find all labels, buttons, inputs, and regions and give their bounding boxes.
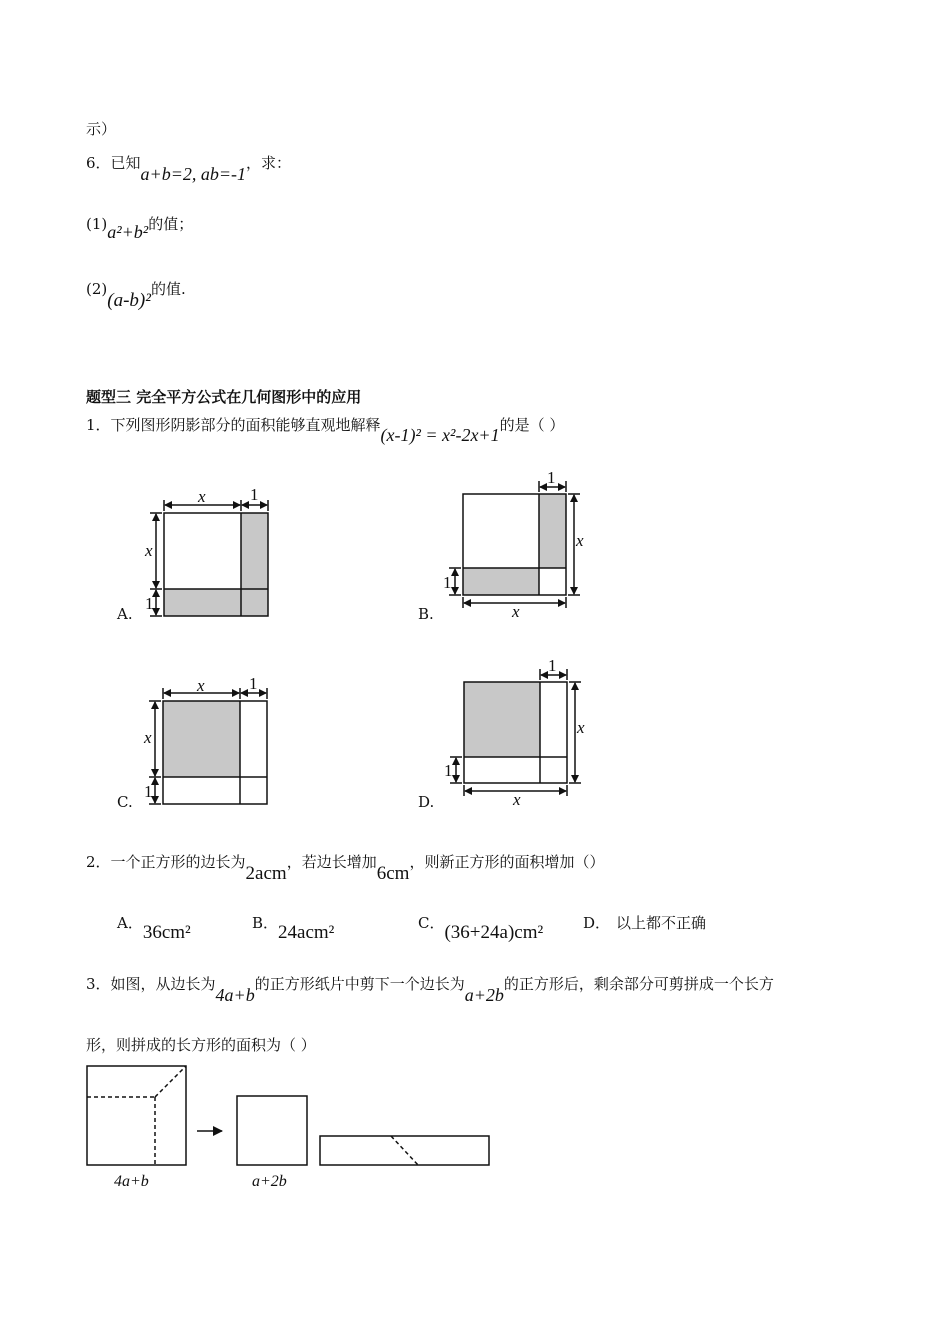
s2-option-b-label: B．	[252, 914, 279, 932]
small-square	[237, 1096, 307, 1165]
s3-side2: a+2b	[464, 985, 504, 1005]
small-square-label: a+2b	[252, 1173, 287, 1190]
fig-c-label-1-left: 1	[144, 782, 153, 801]
s3-stem	[86, 973, 774, 1005]
s1-stem-b: 的是（ ）	[499, 416, 565, 434]
q6-stem-b: ，求：	[245, 154, 291, 172]
figure-b	[449, 481, 580, 608]
q6-p2-suffix: 的值.	[150, 280, 186, 298]
q6-stem-a: 6．已知	[86, 154, 141, 172]
s2-option-d-label: D．	[583, 914, 611, 932]
s2-option-d	[583, 912, 706, 933]
fig-b-label-x-bottom: x	[512, 602, 520, 621]
figure-c	[149, 688, 267, 804]
fig-c-label-x-left: x	[144, 728, 152, 747]
rectangle-cut-line	[391, 1136, 418, 1165]
s3-side1: 4a+b	[215, 985, 255, 1005]
s2-option-c	[418, 912, 544, 943]
q6-p2-num: (2)	[86, 280, 108, 298]
s2-option-b	[252, 912, 335, 943]
q6-p1-expr: a²+b²	[107, 222, 149, 242]
s1-stem-a: 1．下列图形阴影部分的面积能够直观地解释	[86, 416, 381, 434]
s2-option-d-value: 以上都不正确	[616, 914, 707, 932]
option-c-label: C.	[117, 793, 133, 811]
fig-b-label-1-top: 1	[547, 468, 556, 487]
fig-d-label-1-top: 1	[548, 656, 557, 675]
s2-inc: 6cm	[376, 863, 410, 884]
s1-formula: (x-1)² = x²-2x+1	[380, 425, 500, 445]
s2-option-a	[117, 912, 191, 943]
s3-figure	[0, 1050, 520, 1200]
q6-p2-expr: (a-b)²	[107, 290, 151, 311]
s2-option-a-value: 36cm²	[142, 922, 191, 943]
s2-stem-a: 2．一个正方形的边长为	[86, 853, 246, 871]
fig-a-label-1-left: 1	[145, 594, 154, 613]
s3-stem-line2: 形，则拼成的长方形的面积为（ ）	[86, 1036, 316, 1054]
result-rectangle	[320, 1136, 489, 1165]
fig-c-label-x-top: x	[197, 676, 205, 695]
s2-stem	[86, 851, 605, 884]
s3-stem-b: 的正方形纸片中剪下一个边长为	[254, 975, 465, 993]
s2-stem-b: ，若边长增加	[286, 853, 377, 871]
fig-d-label-x-bottom: x	[513, 790, 521, 809]
s3-stem-a: 3．如图，从边长为	[86, 975, 216, 993]
s2-option-b-value: 24acm²	[278, 922, 335, 943]
fig-d-label-1-left: 1	[444, 761, 453, 780]
fig-a-label-1-top: 1	[250, 485, 259, 504]
fig-c-label-1-top: 1	[249, 674, 258, 693]
q6-p1-num: (1)	[86, 215, 108, 233]
option-a-label: A.	[117, 605, 133, 623]
fig-b-label-x-right: x	[576, 531, 584, 550]
s2-option-c-value: (36+24a)cm²	[444, 922, 544, 943]
fig-a-label-x-left: x	[145, 541, 153, 560]
fig-a-label-x-top: x	[198, 487, 206, 506]
s2-stem-c: ，则新正方形的面积增加（）	[409, 853, 605, 871]
cut-lines	[87, 1066, 186, 1165]
q6-given: a+b=2, ab=-1	[140, 164, 246, 184]
big-square-label: 4a+b	[114, 1173, 149, 1190]
continuation-text: 示）	[86, 120, 117, 138]
fig-d-label-x-right: x	[577, 718, 585, 737]
option-d-label: D.	[418, 793, 435, 811]
s2-side: 2acm	[245, 863, 287, 884]
q6-p1-suffix: 的值；	[148, 215, 194, 233]
s2-option-c-label: C．	[418, 914, 445, 932]
s2-option-a-label: A．	[117, 914, 143, 932]
section-title: 题型三 完全平方公式在几何图形中的应用	[86, 388, 362, 406]
figure-a	[150, 500, 268, 616]
s3-stem-c: 的正方形后，剩余部分可剪拼成一个长方	[503, 975, 774, 993]
figure-d	[450, 669, 581, 796]
fig-b-label-1-left: 1	[443, 573, 452, 592]
option-b-label: B.	[418, 605, 434, 623]
